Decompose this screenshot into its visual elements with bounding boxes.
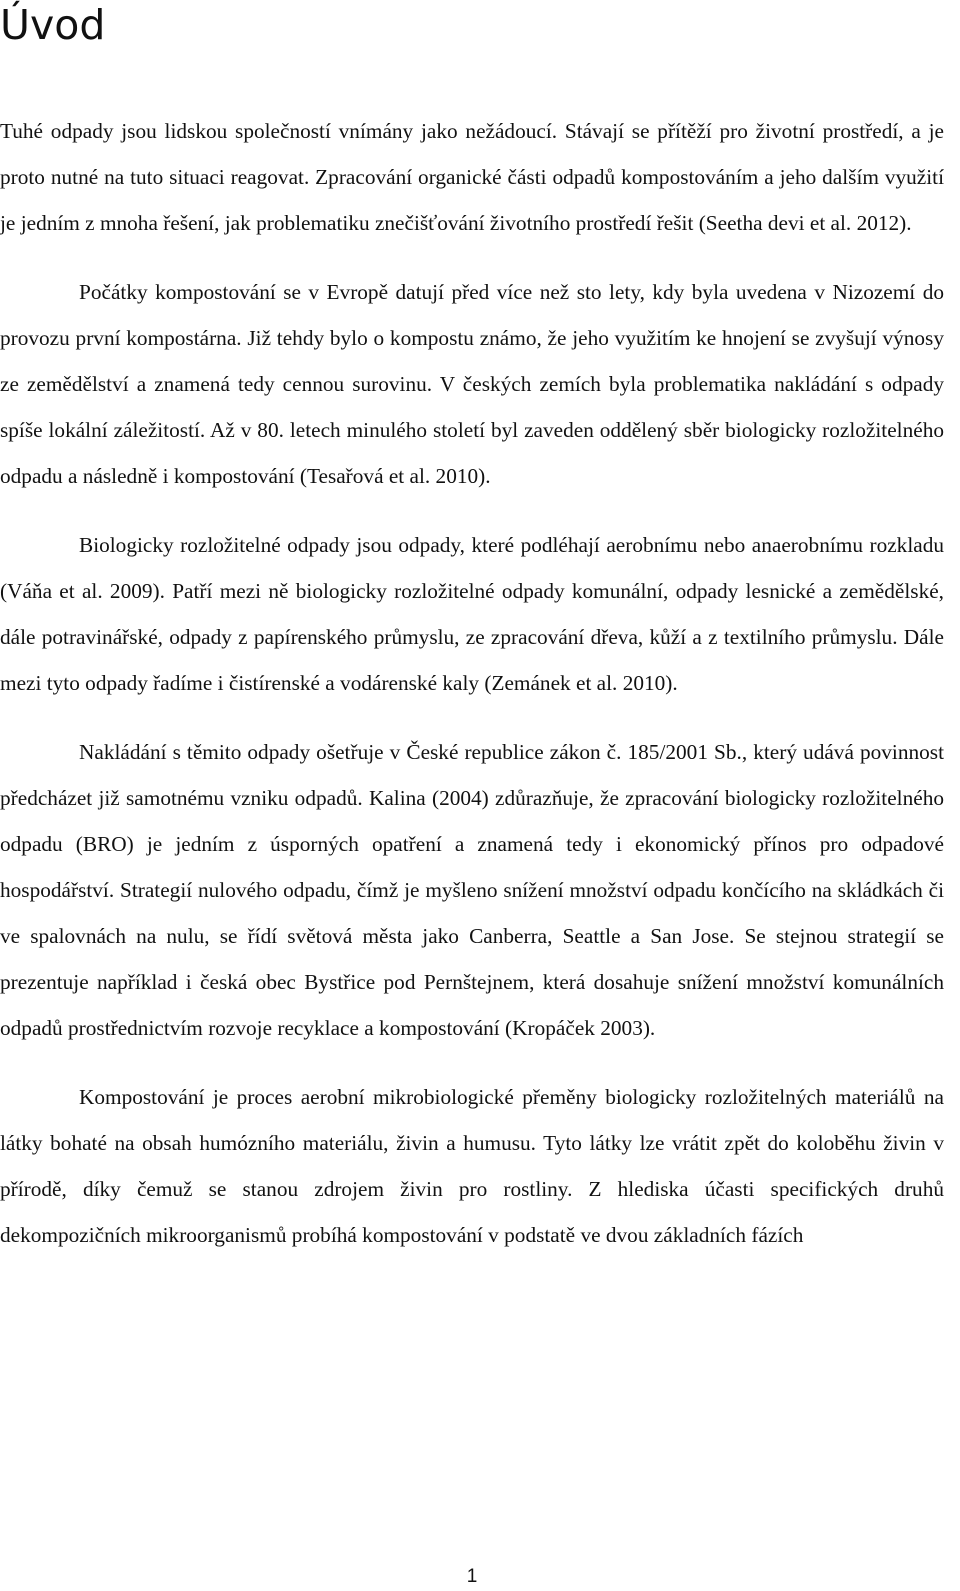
paragraph-intro: Tuhé odpady jsou lidskou společností vnímány jako nežádoucí. Stávají se přítěží pro životní prostředí, a je proto nutné na tuto situaci reagovat. Zpracování organické části odpadů kompostováním a jeho dalším využití je jedním z mnoha řešení, jak problematiku znečišťování životního prostředí řešit (Seetha devi et al. 2012). — [0, 119, 944, 235]
paragraph-history: Počátky kompostování se v Evropě datují před více než sto lety, kdy byla uvedena v Nizozemí do provozu první kompostárna. Již tehdy bylo o kompostu známo, že jeho využitím ke hnojení se zvyšují výnosy ze zemědělství a znamená tedy cennou surovinu. V českých zemích byla problematika nakládání s odpady spíše lokální záležitostí. Až v 80. letech minulého století byl zaveden oddělený sběr biologicky rozložitelného odpadu a následně i kompostování (Tesařová et al. 2010). — [0, 280, 944, 488]
page-title: Úvod — [0, 1, 106, 49]
paragraph-legislation: Nakládání s těmito odpady ošetřuje v České republice zákon č. 185/2001 Sb., který udává povinnost předcházet již samotnému vzniku odpadů. Kalina (2004) zdůrazňuje, že zpracování biologicky rozložitelného odpadu (BRO) je jedním z úsporných opatření a znamená tedy i ekonomický přínos pro odpadové hospodářství. Strategií nulového odpadu, čímž je myšleno snížení množství odpadu končícího na skládkách či ve spalovnách na nulu, se řídí světová města jako Canberra, Seattle a San Jose. Se stejnou strategií se prezentuje například i česká obec Bystřice pod Pernštejnem, která dosahuje snížení množství komunálních odpadů prostřednictvím rozvoje recyklace a kompostování (Kropáček 2003). — [0, 740, 944, 1040]
page-number: 1 — [466, 1566, 478, 1587]
body-text — [0, 108, 944, 1281]
paragraph-composting: Kompostování je proces aerobní mikrobiologické přeměny biologicky rozložitelných materiálů na látky bohaté na obsah humózního materiálu, živin a humusu. Tyto látky lze vrátit zpět do koloběhu živin v přírodě, díky čemuž se stanou zdrojem živin pro rostliny. Z hlediska účasti specifických druhů dekompozičních mikroorganismů probíhá kompostování v podstatě ve dvou základních fázích — [0, 1085, 944, 1247]
paragraph-bio-waste: Biologicky rozložitelné odpady jsou odpady, které podléhají aerobnímu nebo anaerobnímu rozkladu (Váňa et al. 2009). Patří mezi ně biologicky rozložitelné odpady komunální, odpady lesnické a zemědělské, dále potravinářské, odpady z papírenského průmyslu, ze zpracování dřeva, kůží a z textilního průmyslu. Dále mezi tyto odpady řadíme i čistírenské a vodárenské kaly (Zemánek et al. 2010). — [0, 533, 944, 695]
